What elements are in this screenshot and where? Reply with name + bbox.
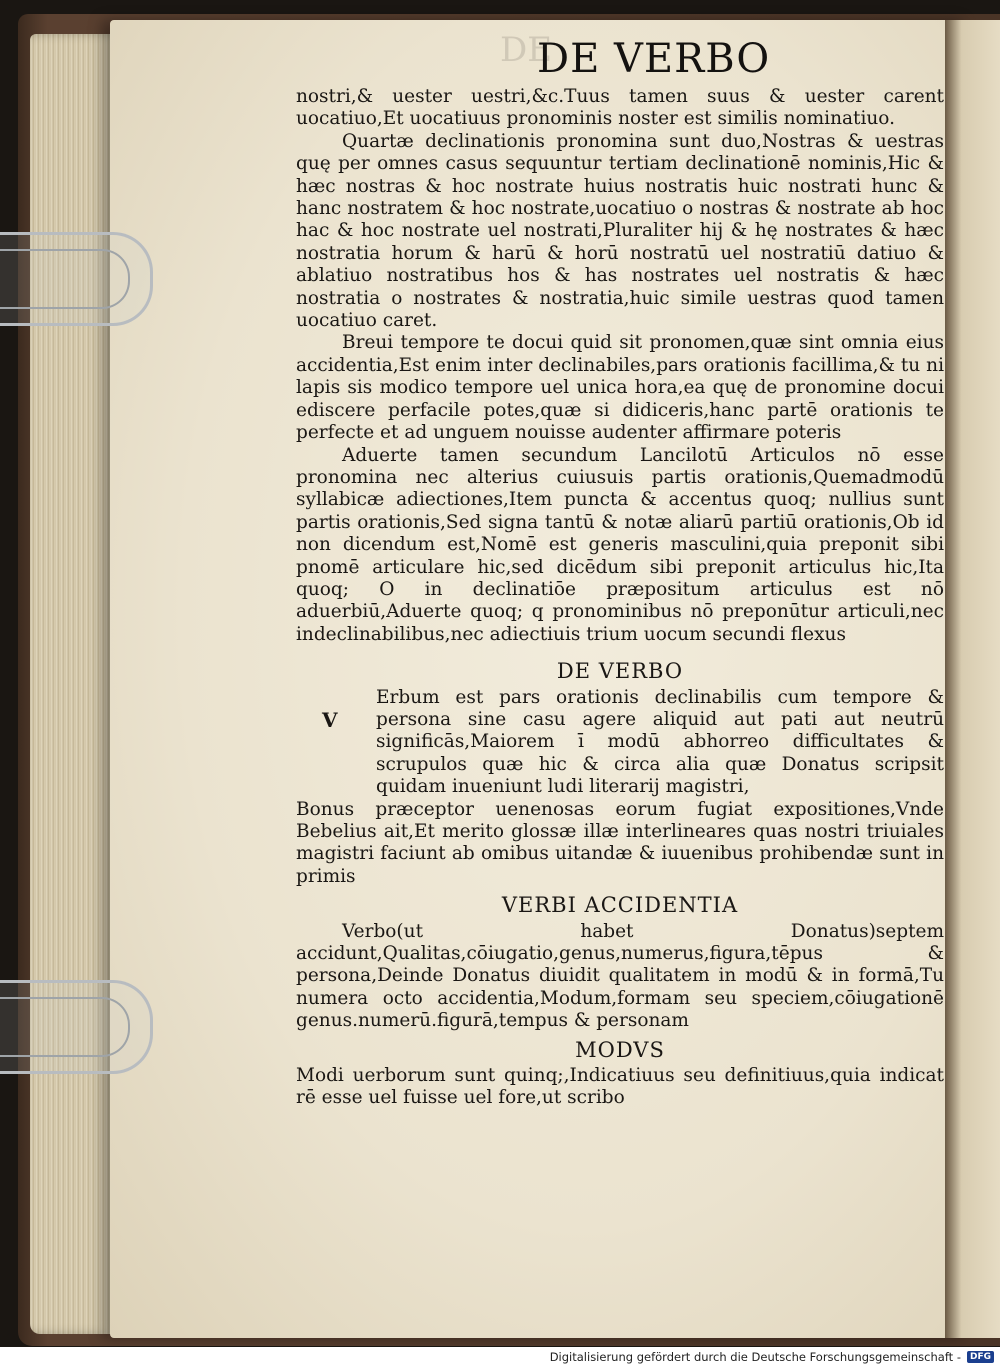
paragraph-breui: Breui tempore te docui quid sit pronomen,quæ sint omnia eius accidentia,Est enim inter declinabiles,pars orationis facillima,& tu ni lapis sis modico tempore uel unica hora,ea quę de pronomine docui ediscere perfacile potes,quæ si didiceris,hanc partē orationis te perfecte et ad unguem nouisse audenter affirmare poteris <box>296 332 944 444</box>
paragraph-verbum: Erbum est pars orationis declinabilis cum tempore & persona sine casu agere aliquid aut pati aut neutrū significās,Maiorem ī modū abhorreo difficultates & scrupulos quæ hic & circa alia quæ Donatus scripsit quidam inueniunt ludi literarij magistri, <box>376 686 944 798</box>
paragraph-opening: nostri,& uester uestri,&c.Tuus tamen suus & uester carent uocatiuo,Et uocatiuus pronominis noster est similis nominatiuo. <box>296 86 944 130</box>
footer-text: Digitalisierung gefördert durch die Deutsche Forschungsgemeinschaft - <box>549 1350 961 1364</box>
running-head: DE VERBO <box>537 36 771 82</box>
paragraph-accidentia: Verbo(ut habet Donatus)septem accidunt,Qualitas,cōiugatio,genus,numerus,figura,tēpus & persona,Deinde Donatus diuidit qualitatem in modū & in formā,Tu numera octo accidentia,Modum,formam seu speciem,cōiugationē genus.numerū.figurā,tempus & personam <box>296 920 944 1032</box>
page-edges <box>30 34 122 1334</box>
bleed-through-heading: DE <box>500 30 553 70</box>
paragraph-quartae: Quartæ declinationis pronomina sunt duo,Nostras & uestras quę per omnes casus sequuntur tertiam declinationē nominis,Hic & hæc nostras & hoc nostrate huius nostratis huic nostrati hunc & hanc nostratem & hoc nostrate,uocatiuo o nostras & nostrate ab hoc hac & hoc nostrate uel nostrati,Pluraliter hij & hę nostrates & hæc nostratia horum & harū & horū nostratū uel nostratiū datiuo & ablatiuo nostratibus hos & has nostrates uel nostratis & hæc nostratia o nostrates & nostratia,huic simile uestras quod tamen uocatiuo caret. <box>296 130 944 332</box>
page-text <box>296 86 944 1110</box>
digitization-footer <box>0 1347 1000 1367</box>
heading-modus: MODVS <box>575 1037 665 1062</box>
paragraph-aduerte: Aduerte tamen secundum Lancilotū Articulos nō esse pronomina nec alterius cuiusuis partis orationis,Quemadmodū syllabicæ adiectiones,Item puncta & accentus quoq; nullius sunt partis orationis,Sed signa tantū & notæ aliarū partiū orationis,Ob id non dicendum est,Nomē est generis masculini,quia preponit sibi pnomē articulare hic,sed dicēdum sibi preponit articulus hic,Ita quoq; O in declinatiōe præpositum articulus est nō aduerbiū,Aduerte quoq; q pronominibus nō preponūtur articuli,nec indeclinabilibus,nec adiectiuis trium uocum secundi flexus <box>296 444 944 645</box>
dfg-logo-icon: DFG <box>967 1351 994 1363</box>
heading-verbi-accidentia: VERBI ACCIDENTIA <box>501 893 739 918</box>
drop-initial: V <box>322 707 338 732</box>
paragraph-modus: Modi uerborum sunt quinq;,Indicatiuus seu definitiuus,quia indicat rē esse uel fuisse uel fore,ut scribo <box>296 1065 944 1109</box>
paragraph-bonus: Bonus præceptor uenenosas eorum fugiat expositiones,Vnde Bebelius ait,Et merito glossæ illæ interlineares quas nostri triuiales magistri faciunt ab omibus uitandæ & iuuenibus prohibendæ sunt in primis <box>296 798 944 887</box>
page-clip-top <box>0 232 153 326</box>
heading-de-verbo: DE VERBO <box>556 659 684 684</box>
page-clip-bottom <box>0 980 153 1074</box>
facing-page-edge <box>945 20 1000 1338</box>
verbum-block <box>296 687 944 799</box>
